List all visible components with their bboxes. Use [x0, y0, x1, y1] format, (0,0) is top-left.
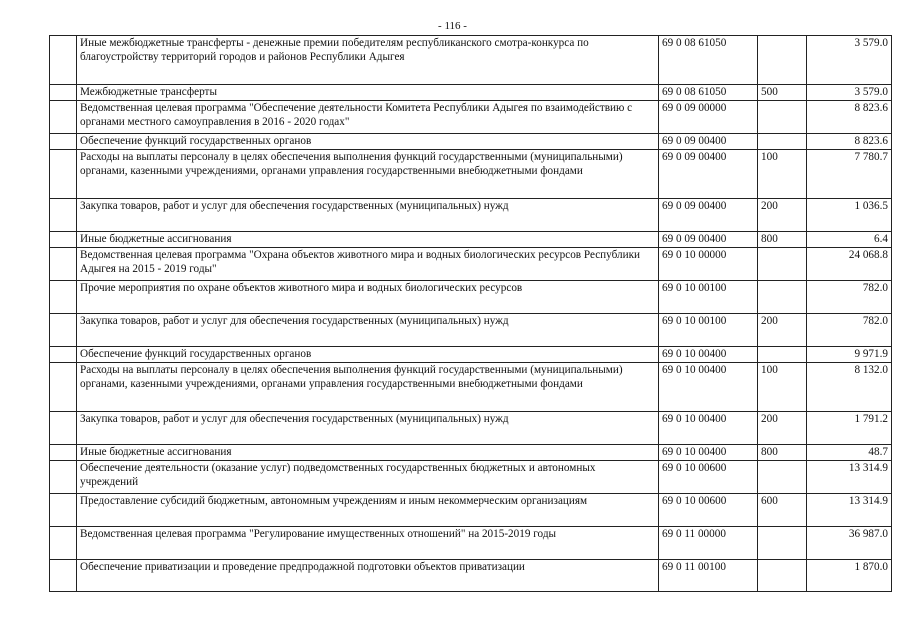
row-index-cell: [50, 134, 77, 150]
expense-type-cell: 800: [758, 232, 807, 248]
table-row: [50, 494, 892, 527]
row-index-cell: [50, 314, 77, 347]
expense-name-cell: Межбюджетные трансферты: [77, 85, 659, 101]
table-row: [50, 248, 892, 281]
target-code-cell: 69 0 10 00600: [659, 461, 758, 494]
amount-cell: 13 314.9: [807, 461, 892, 494]
expense-type-cell: [758, 560, 807, 592]
table-row: [50, 199, 892, 232]
amount-cell: 13 314.9: [807, 494, 892, 527]
row-index-cell: [50, 150, 77, 199]
amount-cell: 24 068.8: [807, 248, 892, 281]
row-index-cell: [50, 560, 77, 592]
expense-type-cell: [758, 248, 807, 281]
target-code-cell: 69 0 09 00400: [659, 199, 758, 232]
expense-name-cell: Предоставление субсидий бюджетным, автономным учреждениям и иным некоммерческим организациям: [77, 494, 659, 527]
table-row: [50, 560, 892, 592]
target-code-cell: 69 0 08 61050: [659, 85, 758, 101]
row-index-cell: [50, 281, 77, 314]
amount-cell: 782.0: [807, 314, 892, 347]
expense-type-cell: [758, 461, 807, 494]
row-index-cell: [50, 527, 77, 560]
amount-cell: 6.4: [807, 232, 892, 248]
table-row: [50, 363, 892, 412]
target-code-cell: 69 0 10 00100: [659, 314, 758, 347]
expense-type-cell: 200: [758, 314, 807, 347]
row-index-cell: [50, 445, 77, 461]
table-row: [50, 150, 892, 199]
amount-cell: 3 579.0: [807, 85, 892, 101]
amount-cell: 48.7: [807, 445, 892, 461]
table-row: [50, 445, 892, 461]
expense-name-cell: Иные бюджетные ассигнования: [77, 445, 659, 461]
row-index-cell: [50, 85, 77, 101]
row-index-cell: [50, 461, 77, 494]
table-row: [50, 527, 892, 560]
expense-type-cell: [758, 101, 807, 134]
amount-cell: 9 971.9: [807, 347, 892, 363]
table-row: [50, 347, 892, 363]
expense-name-cell: Иные межбюджетные трансферты - денежные премии победителям республиканского смотра-конкурса по благоустройству территорий городов и районов Республики Адыгея: [77, 36, 659, 85]
row-index-cell: [50, 494, 77, 527]
table-row: [50, 232, 892, 248]
expense-type-cell: 100: [758, 363, 807, 412]
row-index-cell: [50, 248, 77, 281]
row-index-cell: [50, 363, 77, 412]
row-index-cell: [50, 412, 77, 445]
target-code-cell: 69 0 09 00400: [659, 134, 758, 150]
amount-cell: 1 870.0: [807, 560, 892, 592]
expense-name-cell: Ведомственная целевая программа "Охрана объектов животного мира и водных биологических ресурсов Республики Адыгея на 2015 - 2019 годы": [77, 248, 659, 281]
expense-type-cell: [758, 347, 807, 363]
expense-type-cell: [758, 36, 807, 85]
expense-name-cell: Прочие мероприятия по охране объектов животного мира и водных биологических ресурсов: [77, 281, 659, 314]
target-code-cell: 69 0 10 00400: [659, 412, 758, 445]
target-code-cell: 69 0 09 00400: [659, 232, 758, 248]
target-code-cell: 69 0 08 61050: [659, 36, 758, 85]
expense-name-cell: Обеспечение функций государственных органов: [77, 347, 659, 363]
expense-type-cell: [758, 527, 807, 560]
budget-table: [49, 35, 892, 592]
expense-type-cell: 800: [758, 445, 807, 461]
expense-type-cell: 200: [758, 199, 807, 232]
table-row: [50, 85, 892, 101]
table-row: [50, 36, 892, 85]
expense-name-cell: Ведомственная целевая программа "Регулирование имущественных отношений" на 2015-2019 годы: [77, 527, 659, 560]
amount-cell: 1 036.5: [807, 199, 892, 232]
expense-type-cell: 200: [758, 412, 807, 445]
expense-name-cell: Закупка товаров, работ и услуг для обеспечения государственных (муниципальных) нужд: [77, 314, 659, 347]
expense-name-cell: Расходы на выплаты персоналу в целях обеспечения выполнения функций государственными (муниципальными) органами, казенными учреждениями, органами управления государственными внебюджетными фондами: [77, 363, 659, 412]
expense-name-cell: Обеспечение функций государственных органов: [77, 134, 659, 150]
table-row: [50, 134, 892, 150]
expense-type-cell: 100: [758, 150, 807, 199]
expense-type-cell: 600: [758, 494, 807, 527]
amount-cell: 8 132.0: [807, 363, 892, 412]
budget-table-body: [50, 36, 892, 592]
table-row: [50, 314, 892, 347]
target-code-cell: 69 0 10 00400: [659, 347, 758, 363]
amount-cell: 7 780.7: [807, 150, 892, 199]
expense-name-cell: Расходы на выплаты персоналу в целях обеспечения выполнения функций государственными (муниципальными) органами, казенными учреждениями, органами управления государственными внебюджетными фондами: [77, 150, 659, 199]
table-row: [50, 281, 892, 314]
row-index-cell: [50, 101, 77, 134]
expense-type-cell: [758, 281, 807, 314]
page-number: - 116 -: [438, 20, 467, 32]
row-index-cell: [50, 36, 77, 85]
target-code-cell: 69 0 11 00000: [659, 527, 758, 560]
expense-name-cell: Обеспечение приватизации и проведение предпродажной подготовки объектов приватизации: [77, 560, 659, 592]
table-row: [50, 101, 892, 134]
target-code-cell: 69 0 10 00400: [659, 363, 758, 412]
expense-type-cell: 500: [758, 85, 807, 101]
expense-name-cell: Иные бюджетные ассигнования: [77, 232, 659, 248]
row-index-cell: [50, 199, 77, 232]
target-code-cell: 69 0 09 00400: [659, 150, 758, 199]
amount-cell: 8 823.6: [807, 101, 892, 134]
target-code-cell: 69 0 10 00400: [659, 445, 758, 461]
amount-cell: 782.0: [807, 281, 892, 314]
row-index-cell: [50, 347, 77, 363]
amount-cell: 36 987.0: [807, 527, 892, 560]
expense-type-cell: [758, 134, 807, 150]
expense-name-cell: Ведомственная целевая программа "Обеспечение деятельности Комитета Республики Адыгея по взаимодействию с органами местного самоуправления в 2016 - 2020 годах": [77, 101, 659, 134]
row-index-cell: [50, 232, 77, 248]
expense-name-cell: Закупка товаров, работ и услуг для обеспечения государственных (муниципальных) нужд: [77, 412, 659, 445]
amount-cell: 1 791.2: [807, 412, 892, 445]
amount-cell: 3 579.0: [807, 36, 892, 85]
target-code-cell: 69 0 10 00100: [659, 281, 758, 314]
table-row: [50, 461, 892, 494]
target-code-cell: 69 0 11 00100: [659, 560, 758, 592]
expense-name-cell: Обеспечение деятельности (оказание услуг) подведомственных государственных бюджетных и автономных учреждений: [77, 461, 659, 494]
table-row: [50, 412, 892, 445]
target-code-cell: 69 0 10 00600: [659, 494, 758, 527]
amount-cell: 8 823.6: [807, 134, 892, 150]
target-code-cell: 69 0 09 00000: [659, 101, 758, 134]
expense-name-cell: Закупка товаров, работ и услуг для обеспечения государственных (муниципальных) нужд: [77, 199, 659, 232]
target-code-cell: 69 0 10 00000: [659, 248, 758, 281]
